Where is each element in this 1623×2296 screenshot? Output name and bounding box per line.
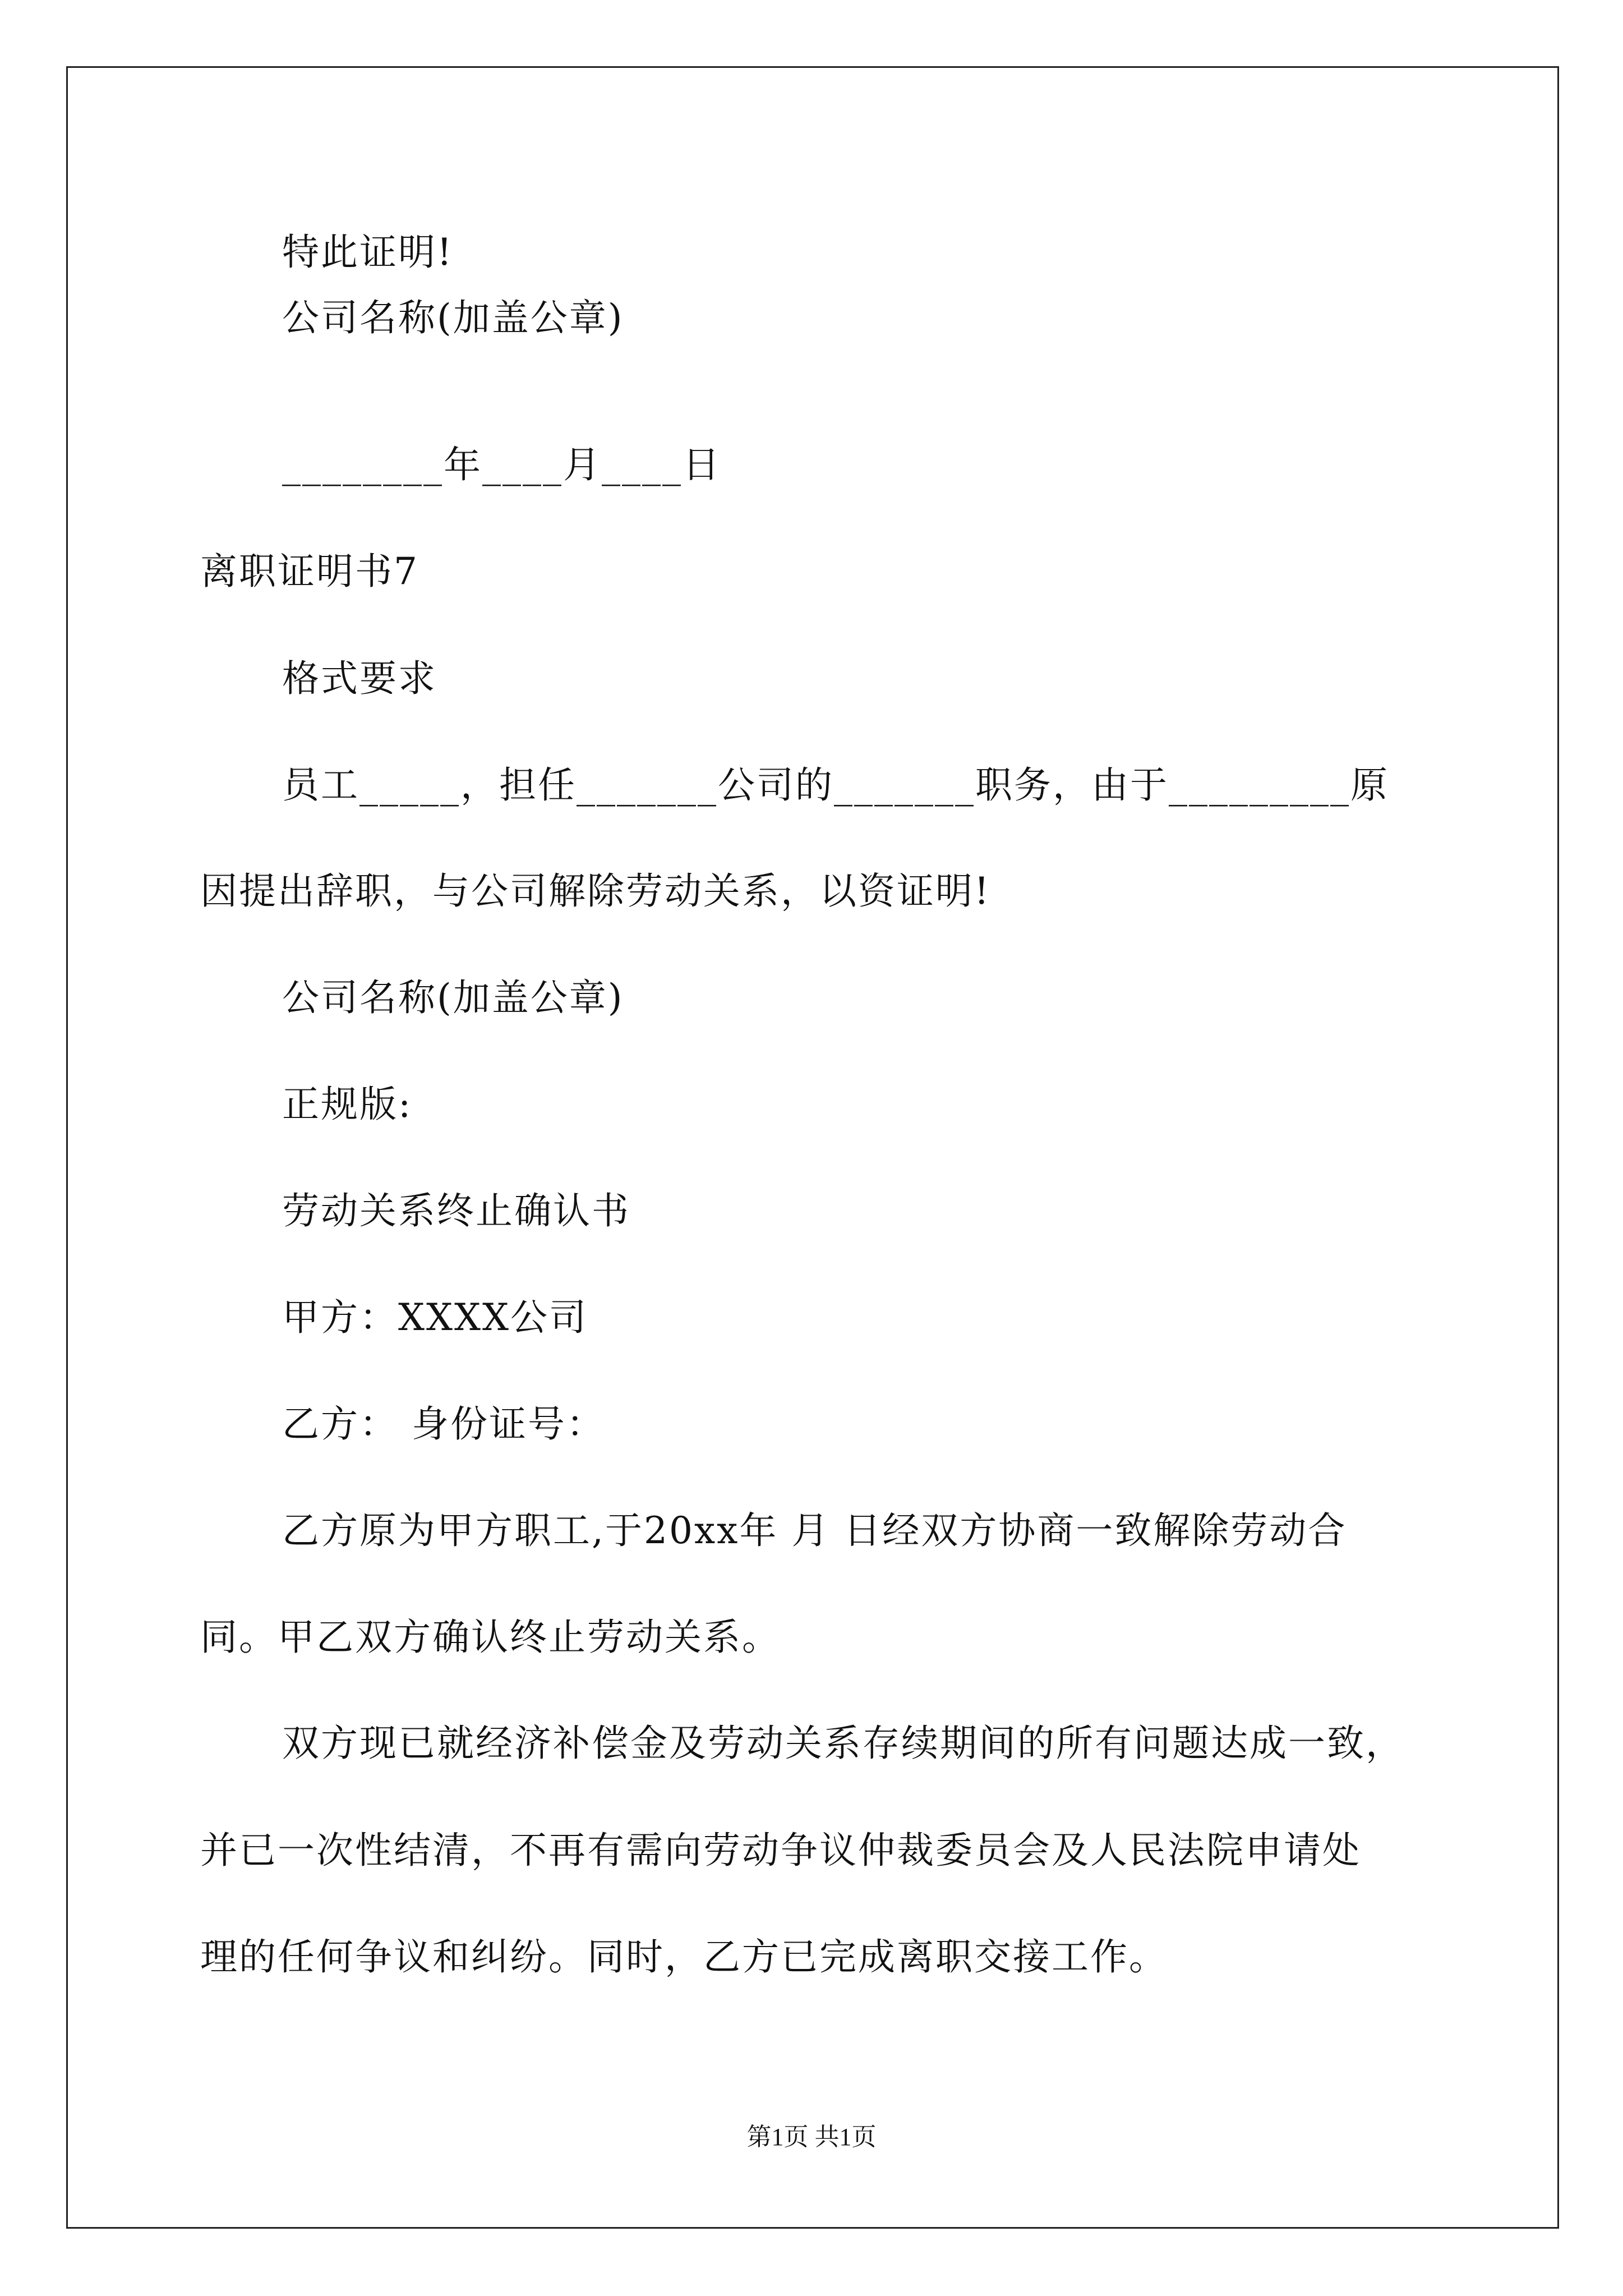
format-heading: 格式要求 [282, 657, 437, 700]
date-blank-line: ________年____月____日 [282, 443, 721, 486]
party-b-line: 乙方： 身份证号： [282, 1402, 605, 1446]
paragraph-line: 并已一次性结清，不再有需向劳动争议仲裁委员会及人民法院申请处 [200, 1829, 1361, 1872]
company-seal-line: 公司名称(加盖公章) [282, 296, 624, 339]
paragraph-line: 员工_____，担任_______公司的_______职务，由于_________原 [282, 763, 1389, 807]
party-a-line: 甲方：XXXX公司 [282, 1296, 588, 1339]
paragraph-line: 因提出辞职，与公司解除劳动关系，以资证明! [200, 869, 991, 913]
company-seal-line: 公司名称(加盖公章) [282, 976, 624, 1019]
paragraph-line: 理的任何争议和纠纷。同时，乙方已完成离职交接工作。 [200, 1935, 1168, 1978]
paragraph-line: 双方现已就经济补偿金及劳动关系存续期间的所有问题达成一致， [282, 1722, 1404, 1765]
page-border [66, 66, 1559, 2229]
paragraph-line: 同。甲乙双方确认终止劳动关系。 [200, 1616, 781, 1659]
closing-statement: 特此证明! [282, 231, 454, 274]
document-title: 劳动关系终止确认书 [282, 1189, 630, 1232]
version-label: 正规版: [282, 1083, 413, 1126]
paragraph-line: 乙方原为甲方职工,于20xx年 月 日经双方协商一致解除劳动合 [282, 1509, 1347, 1552]
page-footer: 第1页 共1页 [746, 2123, 877, 2151]
section-heading: 离职证明书7 [200, 550, 419, 593]
